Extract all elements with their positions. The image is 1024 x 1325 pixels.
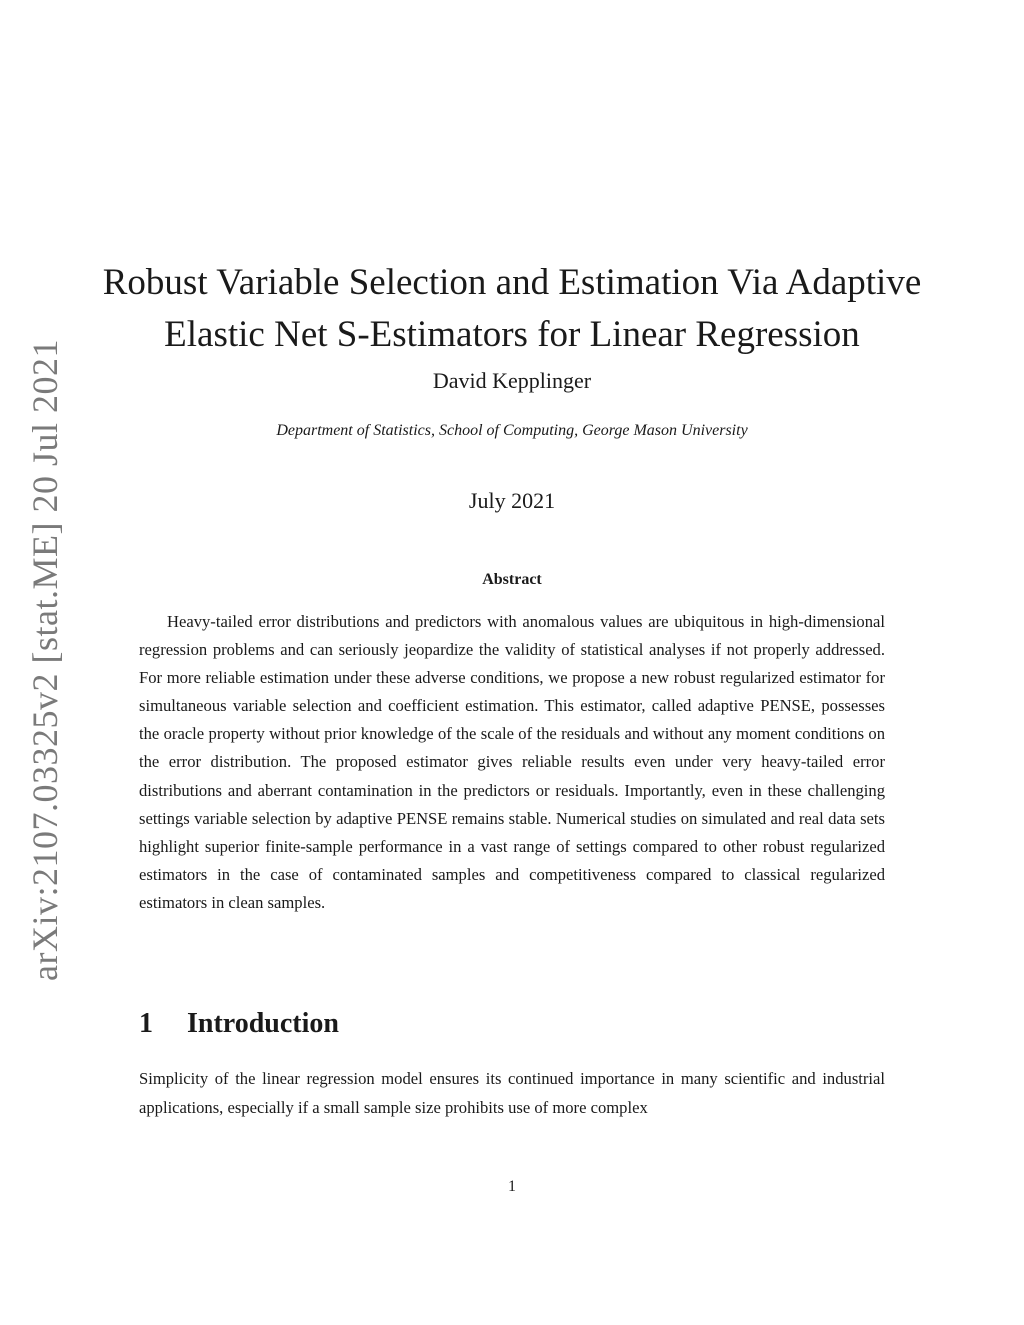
paper-title-line-1: Robust Variable Selection and Estimation Via Adaptive: [102, 261, 922, 303]
section-number: 1: [139, 1008, 153, 1039]
paper-title-line-2: Elastic Net S-Estimators for Linear Regression: [164, 313, 860, 355]
author-affiliation: Department of Statistics, School of Computing, George Mason University: [276, 422, 748, 439]
abstract-heading: Abstract: [482, 571, 542, 588]
section-title: Introduction: [187, 1008, 339, 1039]
abstract-text: Heavy-tailed error distributions and predictors with anomalous values are ubiquitous in high-dimensional regression problems and can seriously jeopardize the validity of statistical analyses if not properly addressed. For more reliable estimation under these adverse conditions, we propose a new robust regularized estimator for simultaneous variable selection and coefficient estimation. This estimator, called adaptive PENSE, possesses the oracle property without prior knowledge of the scale of the residuals and without any moment conditions on the error distribution. The proposed estimator gives reliable results even under very heavy-tailed error distributions and aberrant contamination in the predictors or residuals. Importantly, even in these challenging settings variable selection by adaptive PENSE remains stable. Numerical studies on simulated and real data sets highlight superior finite-sample performance in a vast range of settings compared to other robust regularized estimators in the case of contaminated samples and competitiveness compared to classical regularized estimators in clean samples.: [139, 612, 885, 912]
paper-title: [100, 257, 924, 361]
introduction-text: Simplicity of the linear regression model ensures its continued importance in many scientific and industrial applications, especially if a small sample size prohibits use of more complex: [139, 1069, 885, 1117]
arxiv-identifier-text: arXiv:2107.03325v2 [stat.ME] 20 Jul 2021: [25, 339, 66, 981]
section-heading-introduction: [139, 1008, 339, 1040]
arxiv-identifier-stamp: [20, 339, 70, 981]
publication-date: July 2021: [468, 488, 556, 513]
author-name: David Kepplinger: [432, 368, 592, 393]
page-number: 1: [508, 1178, 516, 1195]
